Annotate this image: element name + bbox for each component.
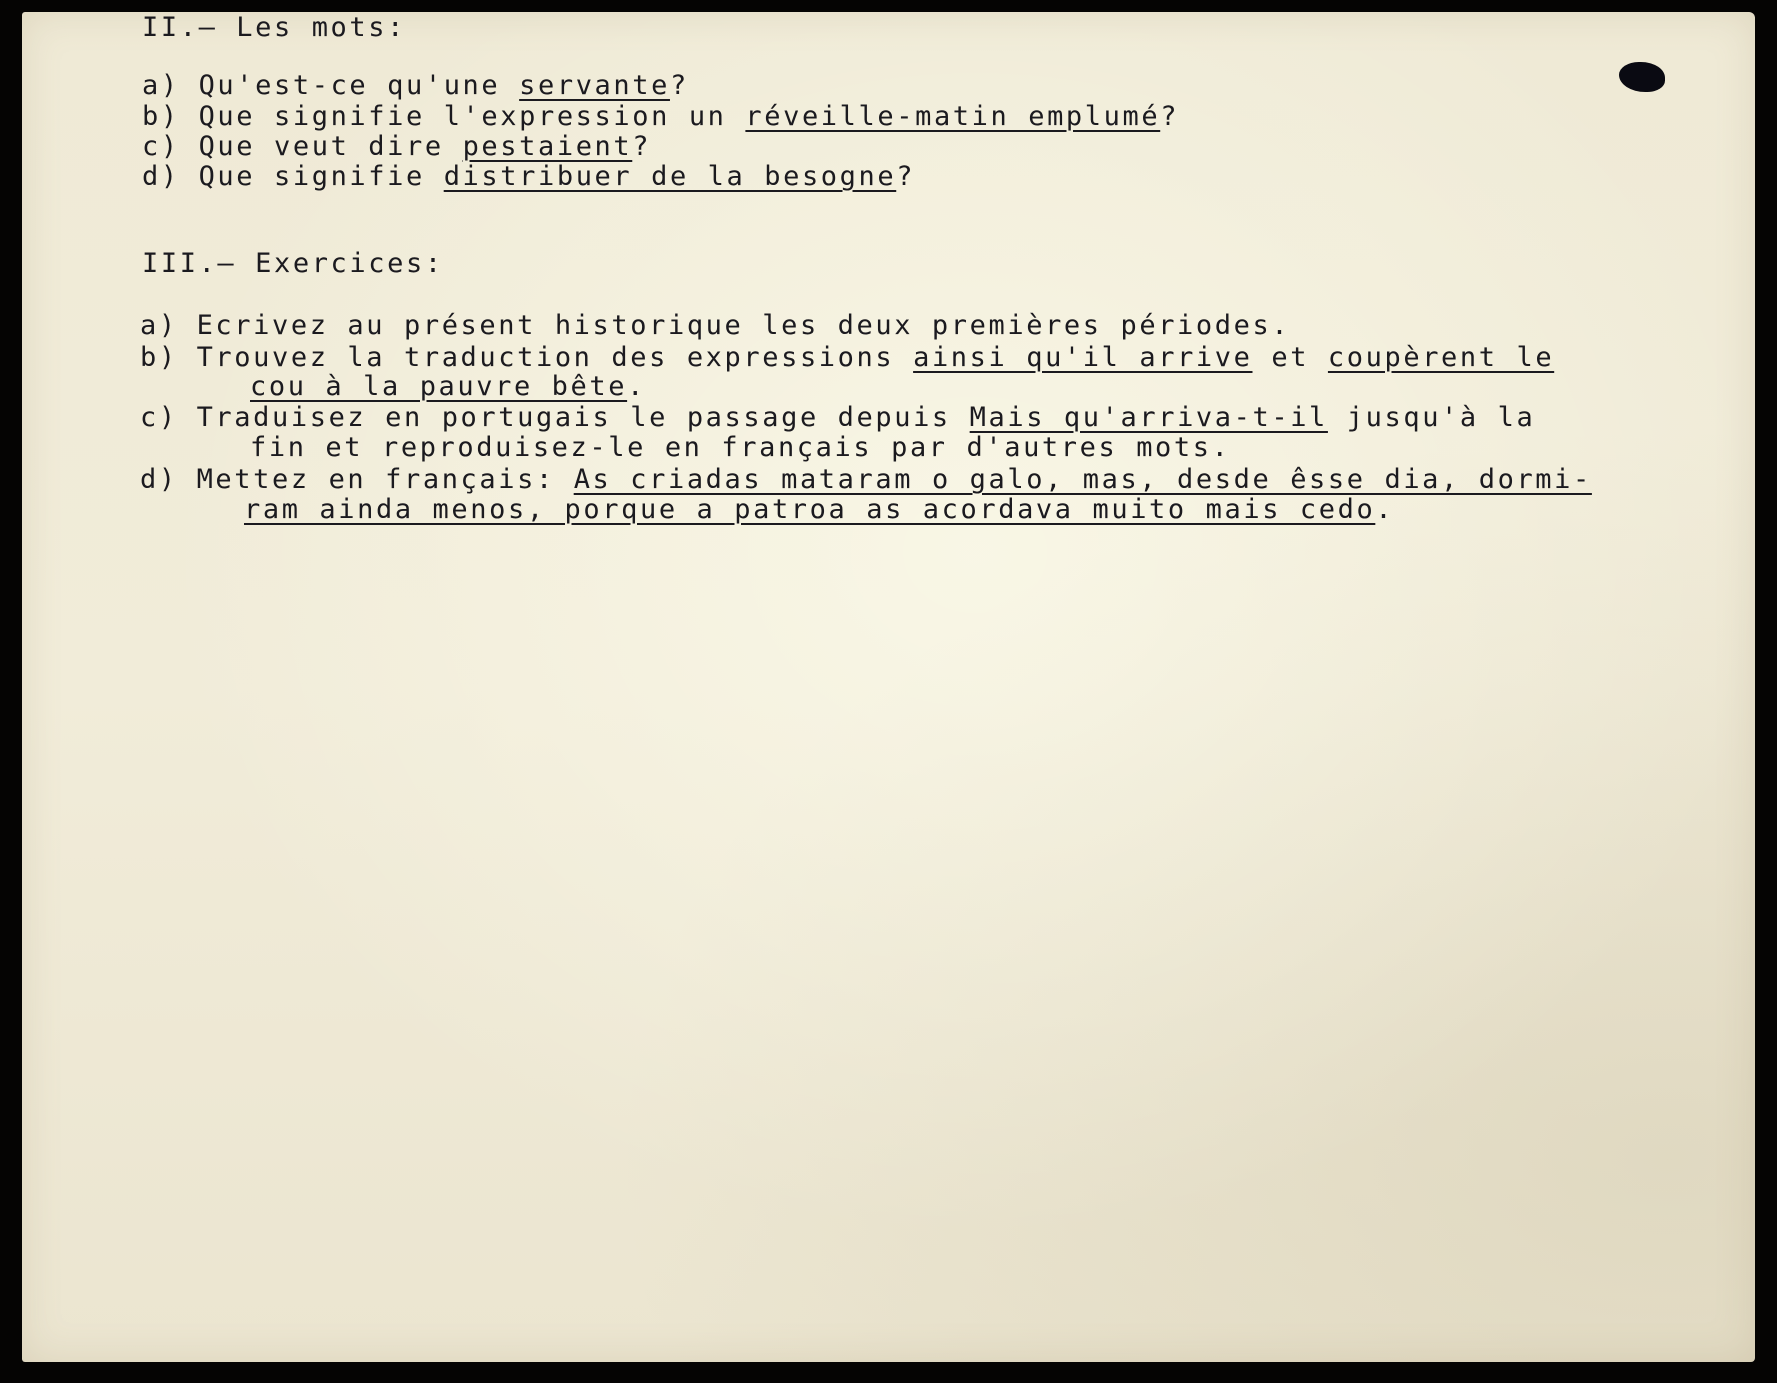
underlined-term: ram ainda menos, porque a patroa as acordava muito mais cedo bbox=[244, 494, 1376, 525]
question-d: d) Que signifie distribuer de la besogne? bbox=[142, 161, 916, 192]
marker: d) bbox=[142, 161, 180, 192]
section-iii-heading: III.— Exercices: bbox=[142, 248, 444, 279]
exercise-b-line2: cou à la pauvre bête. bbox=[250, 371, 646, 402]
marker: b) bbox=[142, 101, 180, 132]
underlined-term: coupèrent le bbox=[1327, 342, 1555, 373]
paper-sheet bbox=[22, 12, 1755, 1362]
marker: d) bbox=[140, 464, 178, 495]
exercise-d-line1: d) Mettez en français: As criadas mataram o galo, mas, desde êsse dia, dormi- bbox=[140, 464, 1592, 495]
exercise-c-line1: c) Traduisez en portugais le passage depuis Mais qu'arriva-t-il jusqu'à la bbox=[140, 402, 1536, 433]
ink-stain bbox=[1619, 62, 1665, 92]
marker: a) bbox=[140, 310, 178, 341]
underlined-term: As criadas mataram o galo, mas, desde êsse dia, dormi- bbox=[573, 464, 1592, 495]
underlined-term: réveille-matin emplumé bbox=[745, 101, 1161, 132]
underlined-term: servante bbox=[519, 70, 670, 101]
marker: c) bbox=[142, 131, 180, 162]
marker: b) bbox=[140, 342, 178, 373]
underlined-term: pestaient bbox=[462, 131, 633, 162]
underlined-term: distribuer de la besogne bbox=[443, 161, 897, 192]
exercise-b-line1: b) Trouvez la traduction des expressions ainsi qu'il arrive et coupèrent le bbox=[140, 342, 1555, 373]
underlined-term: cou à la pauvre bête bbox=[250, 371, 628, 402]
marker: c) bbox=[140, 402, 178, 433]
marker: a) bbox=[142, 70, 180, 101]
question-c: c) Que veut dire pestaient? bbox=[142, 131, 652, 162]
underlined-term: Mais qu'arriva-t-il bbox=[969, 402, 1328, 433]
document-text bbox=[22, 12, 1592, 818]
underlined-term: ainsi qu'il arrive bbox=[913, 342, 1253, 373]
section-ii-heading: II.— Les mots: bbox=[142, 12, 406, 43]
exercise-d-line2: ram ainda menos, porque a patroa as acordava muito mais cedo. bbox=[244, 494, 1395, 525]
question-b: b) Que signifie l'expression un réveille-matin emplumé? bbox=[142, 101, 1180, 132]
exercise-c-line2: fin et reproduisez-le en français par d'autres mots. bbox=[250, 432, 1231, 463]
exercise-a: a) Ecrivez au présent historique les deux premières périodes. bbox=[140, 310, 1291, 341]
question-a: a) Qu'est-ce qu'une servante? bbox=[142, 70, 689, 101]
